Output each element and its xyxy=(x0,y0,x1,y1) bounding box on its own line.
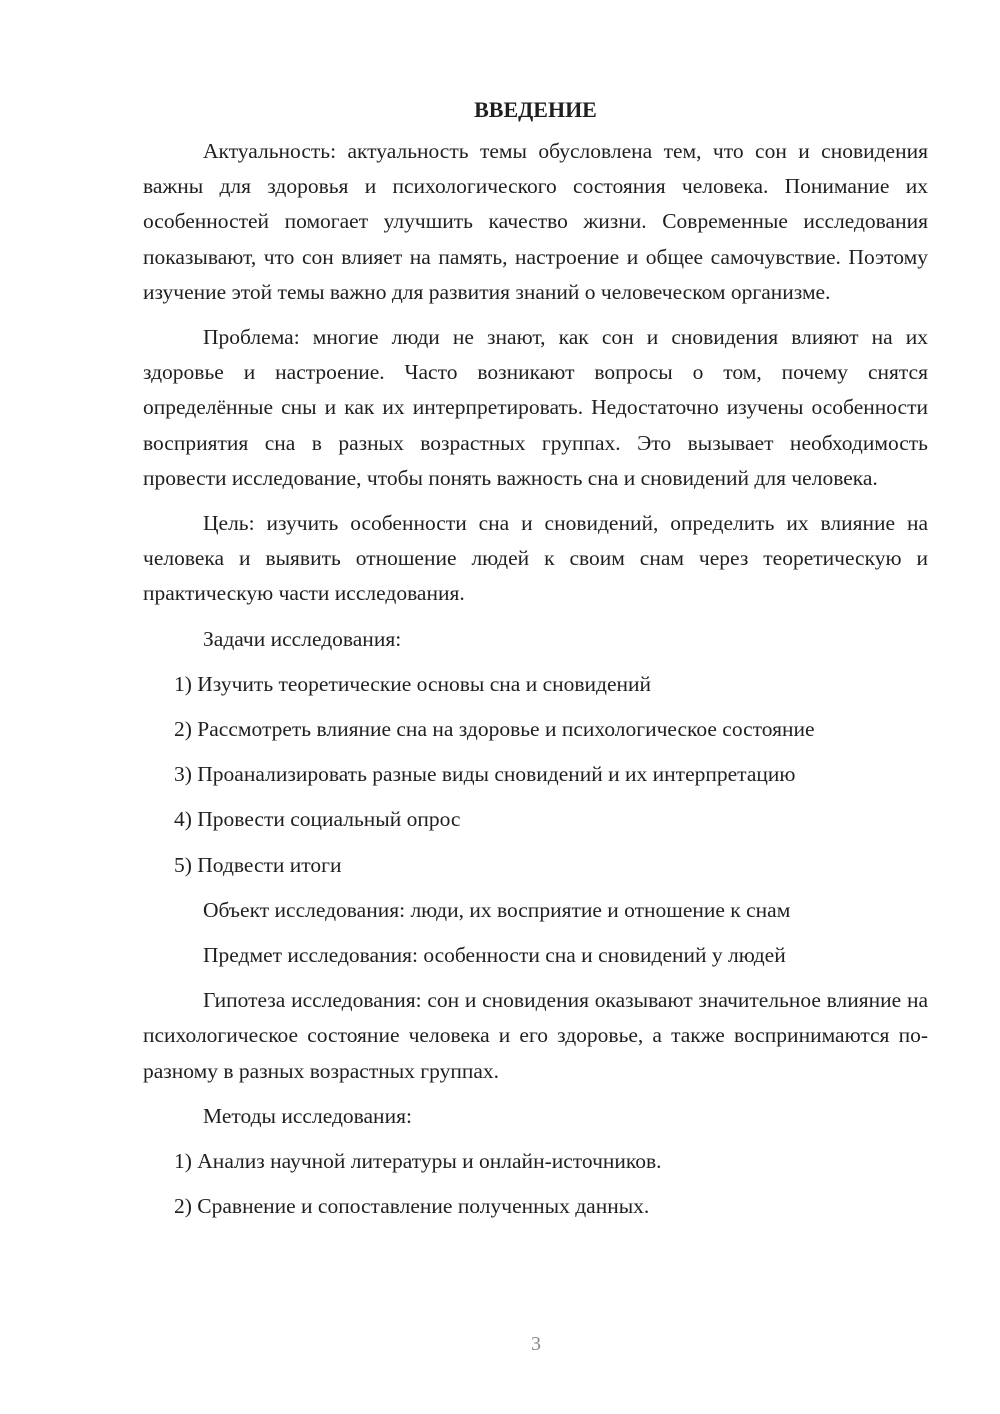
method-item-1: 1) Анализ научной литературы и онлайн-источников. xyxy=(174,1149,662,1174)
goal-paragraph: Цель: изучить особенности сна и сновидений, определить их влияние на человека и выявить отношение людей к своим снам через теоретическую и практическую части исследования. xyxy=(143,511,928,606)
task-item-5: 5) Подвести итоги xyxy=(174,852,342,877)
methods-heading: Методы исследования: xyxy=(203,1103,412,1128)
research-subject: Предмет исследования: особенности сна и сновидений у людей xyxy=(203,943,786,968)
task-item-2: 2) Рассмотреть влияние сна на здоровье и психологическое состояние xyxy=(174,717,815,742)
hypothesis-paragraph: Гипотеза исследования: сон и сновидения оказывают значительное влияние на психологическое состояние человека и его здоровье, а также воспринимаются по-разному в разных возрастных группах. xyxy=(143,988,928,1083)
tasks-heading: Задачи исследования: xyxy=(203,626,402,651)
task-item-3: 3) Проанализировать разные виды сновидений и их интерпретацию xyxy=(174,762,796,787)
problem-paragraph: Проблема: многие люди не знают, как сон и сновидения влияют на их здоровье и настроение. Часто возникают вопросы о том, почему снятся определённые сны и как их интерпретировать. Недостаточно изучены особенности восприятия сна в разных возрастных группах. Это вызывает необходимость провести исследование, чтобы понять важность сна и сновидений для человека. xyxy=(143,325,928,490)
task-item-4: 4) Провести социальный опрос xyxy=(174,807,461,832)
task-item-1: 1) Изучить теоретические основы сна и сновидений xyxy=(174,671,652,696)
method-item-2: 2) Сравнение и сопоставление полученных данных. xyxy=(174,1194,650,1219)
page-number: 3 xyxy=(531,1333,541,1355)
research-object: Объект исследования: люди, их восприятие и отношение к снам xyxy=(203,897,791,922)
page-content xyxy=(143,92,928,1234)
section-title: ВВЕДЕНИЕ xyxy=(474,97,597,122)
relevance-paragraph: Актуальность: актуальность темы обусловлена тем, что сон и сновидения важны для здоровья и психологического состояния человека. Понимание их особенностей помогает улучшить качество жизни. Современные исследования показывают, что сон влияет на память, настроение и общее самочувствие. Поэтому изучение этой темы важно для развития знаний о человеческом организме. xyxy=(143,139,928,304)
